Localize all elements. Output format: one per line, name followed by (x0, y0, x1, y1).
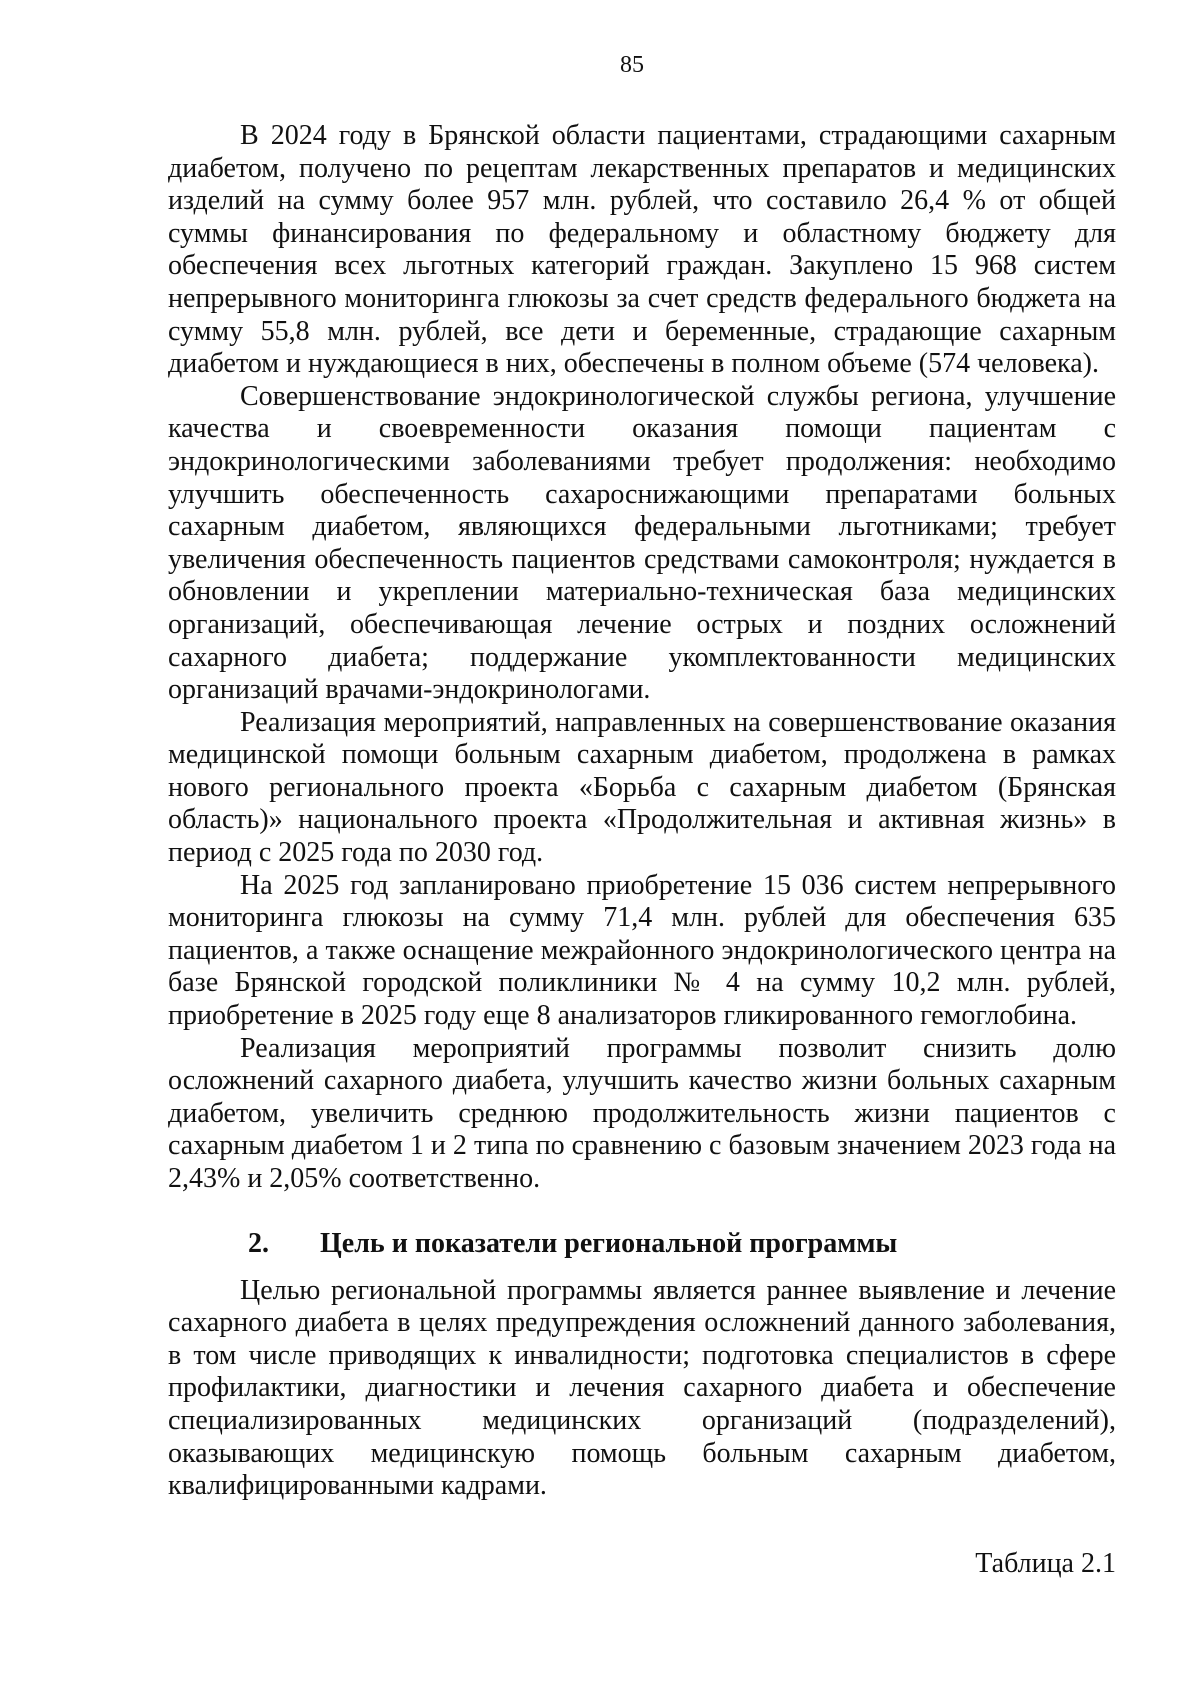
section-heading (168, 1227, 1116, 1261)
paragraph-insulin-supply: В 2024 году в Брянской области пациентами, страдающими сахарным диабетом, получено по рецептам лекарственных препаратов и медицинских изделий на сумму более 957 млн. рублей, что составило 26,4 % от общей суммы финансирования по федеральному и областному бюджету для обеспечения всех льготных категорий граждан. Закуплено 15 968 систем непрерывного мониторинга глюкозы за счет средств федерального бюджета на сумму 55,8 млн. рублей, все дети и беременные, страдающие сахарным диабетом и нуждающиеся в них, обеспечены в полном объеме (574 человека). (168, 120, 1116, 380)
paragraph-program-goal: Целью региональной программы является раннее выявление и лечение сахарного диабета в целях предупреждения осложнений данного заболевания, в том числе приводящих к инвалидности; подготовка специалистов в сфере профилактики, диагностики и лечения сахарного диабета и обеспечение специализированных медицинских организаций (подразделений), оказывающих медицинскую помощь больным сахарным диабетом, квалифицированными кадрами. (168, 1274, 1116, 1502)
section-title: Цель и показатели региональной программы (320, 1227, 898, 1259)
paragraph-program-outcome: Реализация мероприятий программы позволит снизить долю осложнений сахарного диабета, улучшить качество жизни больных сахарным диабетом, увеличить среднюю продолжительность жизни пациентов с сахарным диабетом 1 и 2 типа по сравнению с базовым значением 2023 года на 2,43% и 2,05% соответственно. (168, 1032, 1116, 1194)
page-number: 85 (620, 52, 644, 78)
paragraph-2025-plan: На 2025 год запланировано приобретение 15 036 систем непрерывного мониторинга глюкозы на сумму 71,4 млн. рублей для обеспечения 635 пациентов, а также оснащение межрайонного эндокринологического центра на базе Брянской городской поликлиники № 4 на сумму 10,2 млн. рублей, приобретение в 2025 году еще 8 анализаторов гликированного гемоглобина. (168, 869, 1116, 1032)
table-caption: Таблица 2.1 (975, 1547, 1116, 1579)
paragraph-endocrinology-improvement: Совершенствование эндокринологической службы региона, улучшение качества и своевременности оказания помощи пациентам с эндокринологическими заболеваниями требует продолжения: необходимо улучшить обеспеченность сахароснижающими препаратами больных сахарным диабетом, являющихся федеральными льготниками; требует увеличения обеспеченность пациентов средствами самоконтроля; нуждается в обновлении и укреплении материально-техническая база медицинских организаций, обеспечивающая лечение острых и поздних осложнений сахарного диабета; поддержание укомплектованности медицинских организаций врачами-эндокринологами. (168, 380, 1116, 706)
section-number: 2. (248, 1227, 269, 1259)
document-body (168, 120, 1116, 1580)
paragraph-regional-project: Реализация мероприятий, направленных на совершенствование оказания медицинской помощи больным сахарным диабетом, продолжена в рамках нового регионального проекта «Борьба с сахарным диабетом (Брянская область)» национального проекта «Продолжительная и активная жизнь» в период с 2025 года по 2030 год. (168, 706, 1116, 869)
